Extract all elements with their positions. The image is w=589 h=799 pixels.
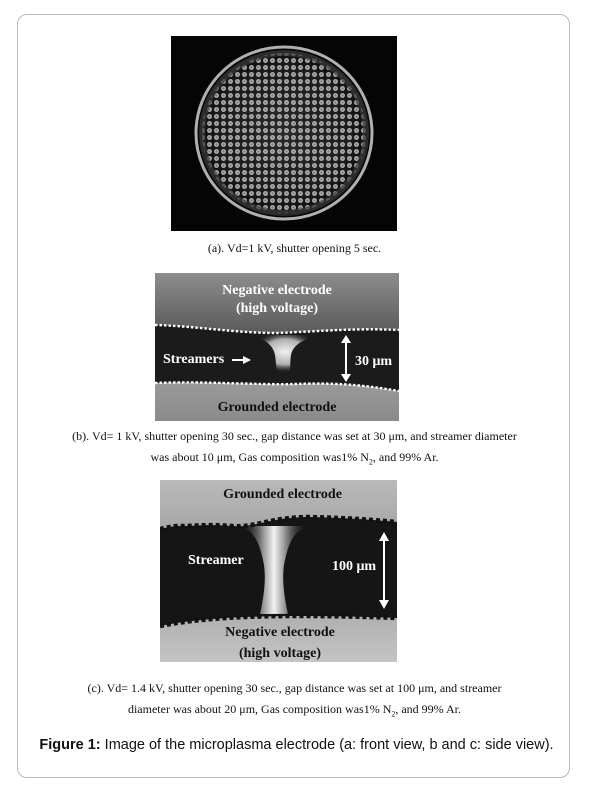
panel-a-image: [171, 36, 397, 231]
panel-c-bottom-label: Negative electrode (high voltage): [225, 625, 335, 661]
panel-b-caption: (b). Vd= 1 kV, shutter opening 30 sec., gap distance was set at 30 μm, and streamer diameter was about 10 μm, Gas composition was1% $N_2$, and 99% Ar.: [72, 429, 517, 467]
figure-label: Figure 1:: [39, 737, 101, 753]
panel-b-top-label: Negative electrode (high voltage): [222, 283, 332, 316]
panel-c-streamer-label: Streamer: [188, 553, 244, 568]
panel-b-gap-label: 30 μm: [355, 354, 393, 369]
figure-caption: [24, 737, 569, 753]
panel-c-top-label: Grounded electrode: [223, 487, 342, 502]
panel-b-bottom-label: Grounded electrode: [217, 400, 337, 415]
panel-c-caption: (c). Vd= 1.4 kV, shutter opening 30 sec., gap distance was set at 100 μm, and streamer diameter was about 20 μm, Gas composition was1% $N_2$, and 99% Ar.: [87, 681, 502, 719]
panel-a-caption: (a). Vd=1 kV, shutter opening 5 sec.: [207, 241, 382, 255]
panel-c-gap-label: 100 μm: [332, 559, 377, 574]
figure-caption-text: Image of the microplasma electrode (a: front view, b and c: side view).: [100, 737, 554, 753]
panel-b-streamers-label: Streamers: [163, 352, 225, 367]
